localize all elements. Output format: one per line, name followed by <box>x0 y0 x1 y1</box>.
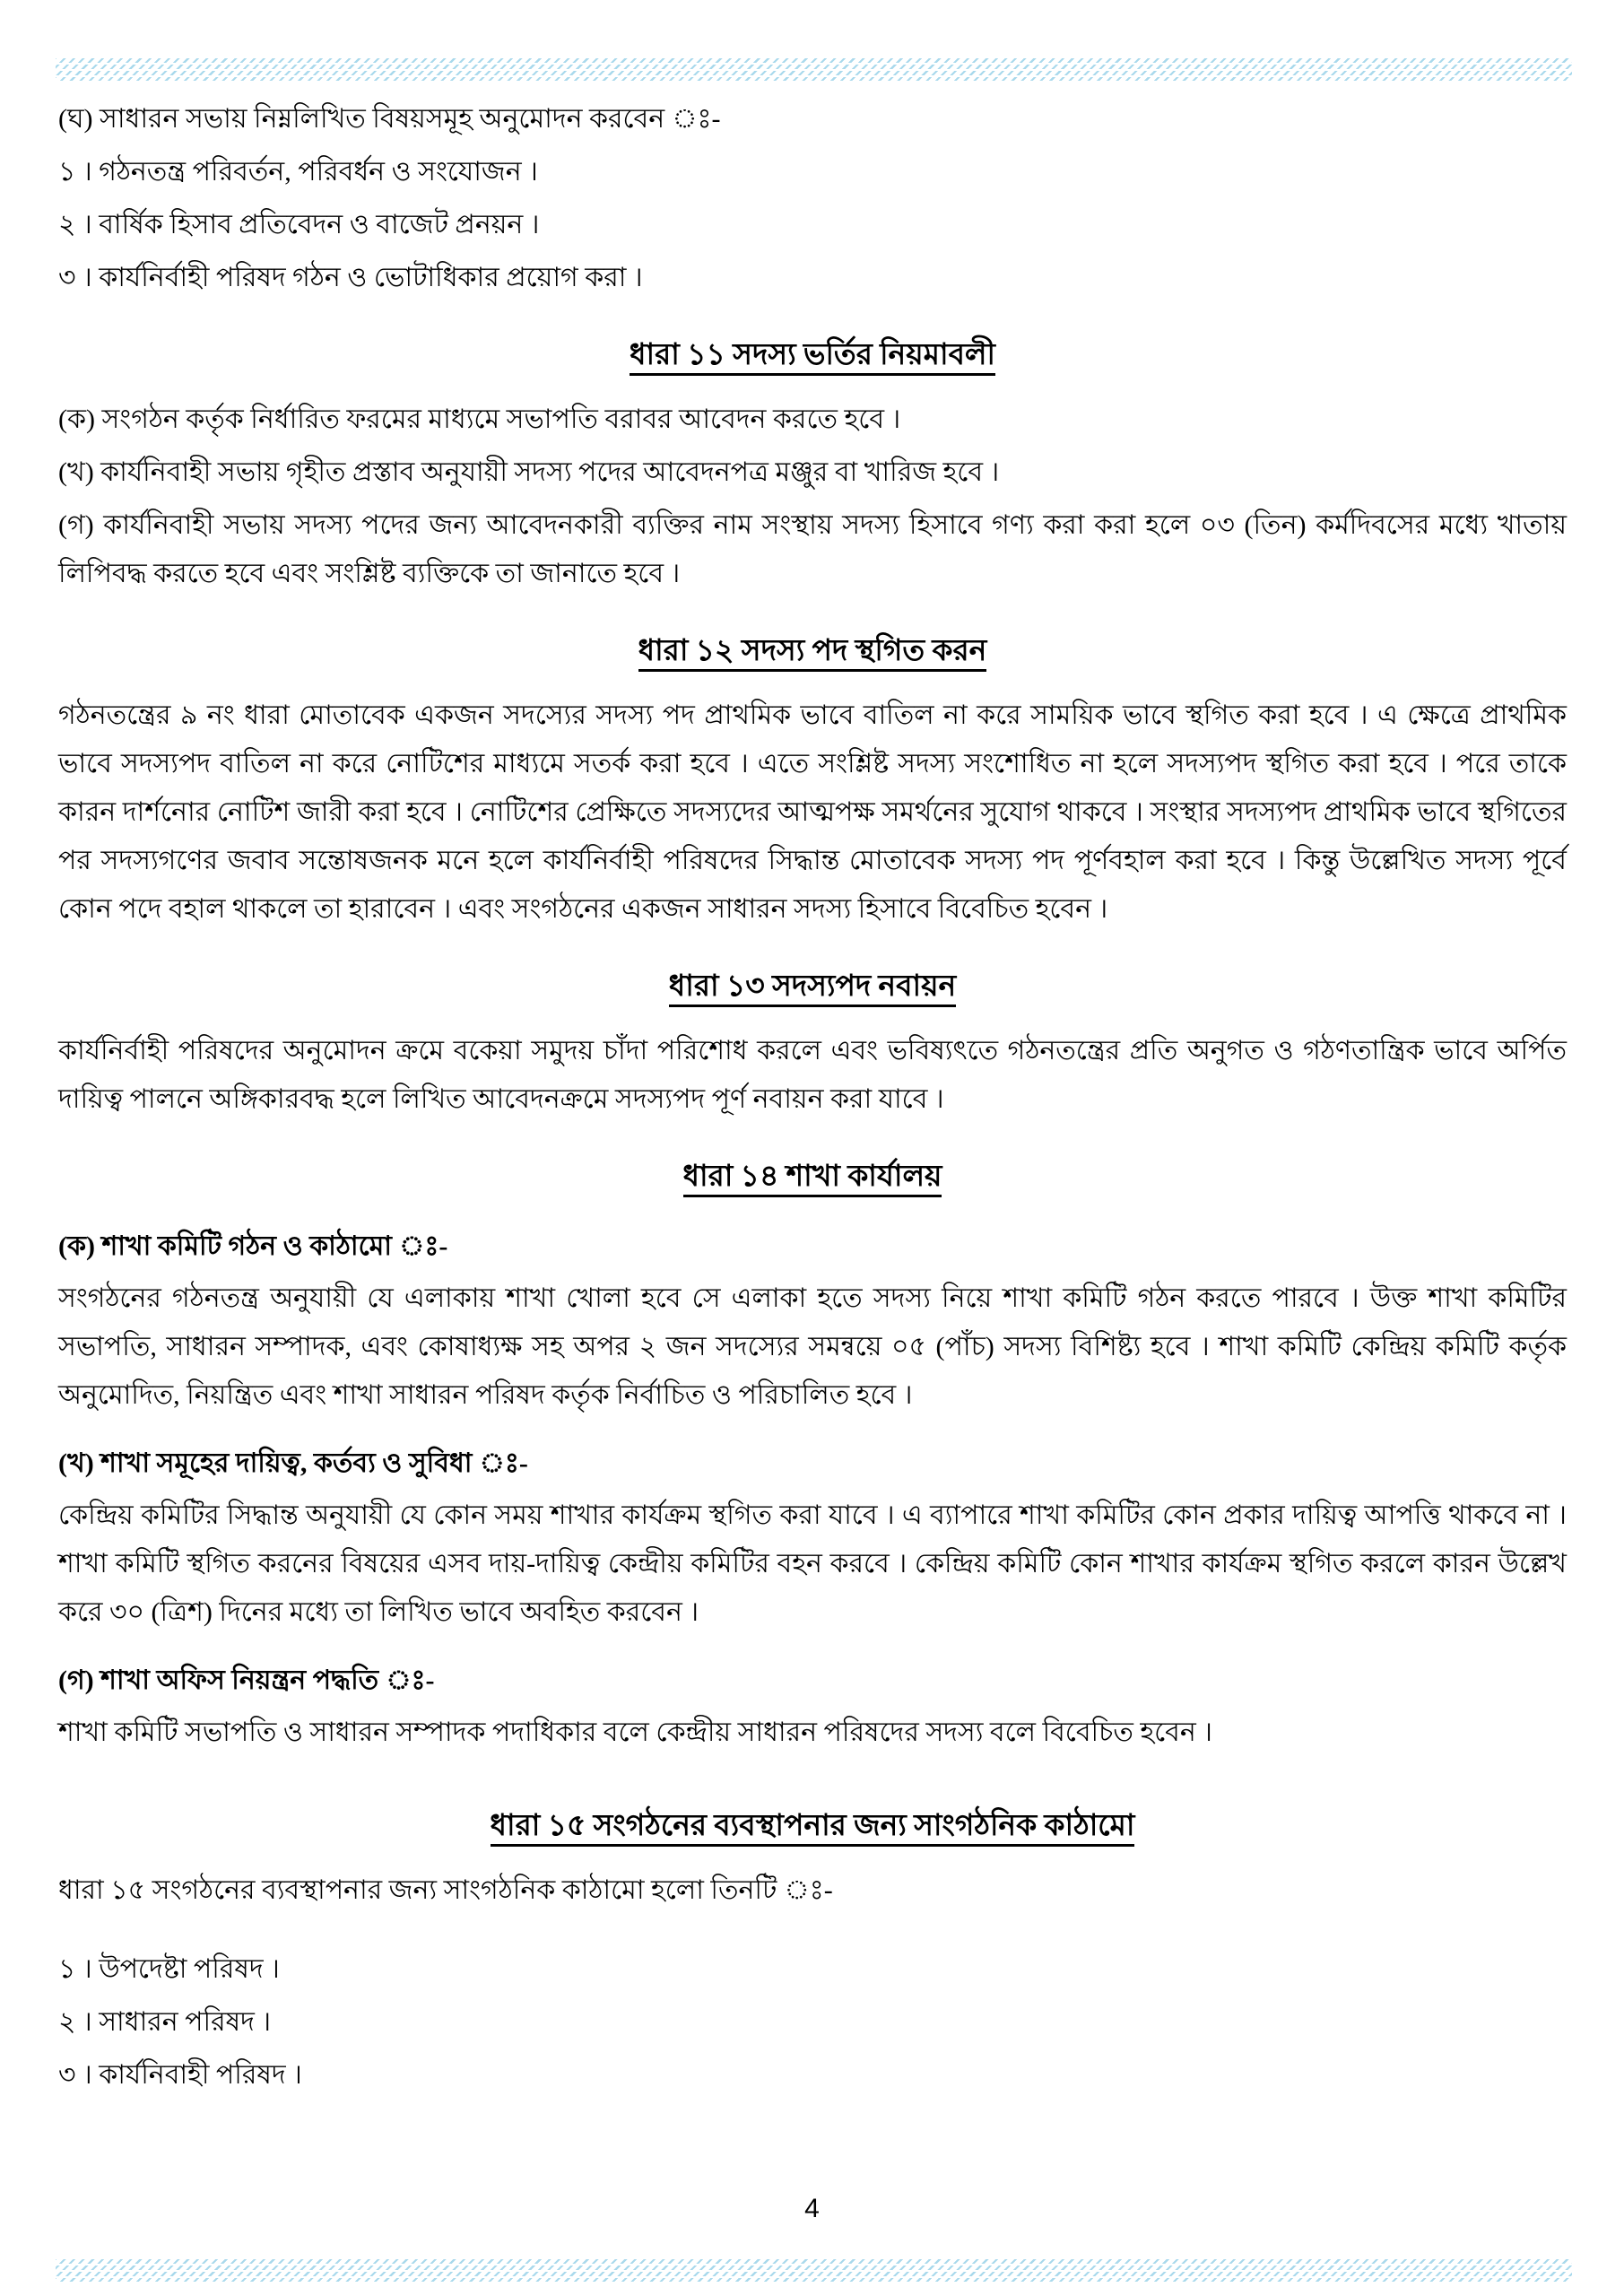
page-number: 4 <box>804 2194 820 2223</box>
paragraph-org-structure-intro: ধারা ১৫ সংগঠনের ব্যবস্থাপনার জন্য সাংগঠনিক কাঠামো হলো তিনটি ঃ- <box>58 1875 833 1905</box>
heading-dhara-12 <box>58 625 1567 677</box>
subheading-branch-office-control: (গ) শাখা অফিস নিয়ন্ত্রন পদ্ধতি ঃ- <box>58 1665 435 1695</box>
numbered-item: ২ । সাধারন পরিষদ । <box>58 2007 272 2037</box>
heading-underline-text: ধারা ১৩ সদস্যপদ নবায়ন <box>669 970 956 1007</box>
decorative-border-top <box>56 57 1572 81</box>
subheading-branch-duties: (খ) শাখা সমূহের দায়িত্ব, কর্তব্য ও সুবিধা ঃ- <box>58 1448 528 1478</box>
subheading-branch-structure: (ক) শাখা কমিটি গঠন ও কাঠামো ঃ- <box>58 1231 448 1261</box>
heading-dhara-11 <box>58 329 1567 381</box>
numbered-item: ৩ । কার্যনিবাহী পরিষদ । <box>58 2060 302 2090</box>
heading-dhara-13 <box>58 961 1567 1013</box>
paragraph-clause-kha: (খ) কার্যনিবাহী সভায় গৃহীত প্রস্তাব অনুযায়ী সদস্য পদের আবেদনপত্র মঞ্জুর বা খারিজ হবে । <box>58 457 1000 487</box>
numbered-item: ১ । উপদেষ্টা পরিষদ । <box>58 1954 280 1984</box>
paragraph-branch-structure: সংগঠনের গঠনতন্ত্র অনুযায়ী যে এলাকায় শাখা খোলা হবে সে এলাকা হতে সদস্য নিয়ে শাখা কমিটি গঠন করতে পারবে । উক্ত শাখা কমিটির সভাপতি, সাধারন সম্পাদক, এবং কোষাধ্যক্ষ সহ অপর ২ জন সদস্যের সমন্বয়ে ০৫ (পাঁচ) সদস্য বিশিষ্ট্য হবে । শাখা কমিটি কেন্দ্রিয় কমিটি কর্তৃক অনুমোদিত, নিয়ন্ত্রিত এবং শাখা সাধারন পরিষদ কর্তৃক নির্বাচিত ও পরিচালিত হবে । <box>58 1283 1567 1410</box>
numbered-item: ১ । গঠনতন্ত্র পরিবর্তন, পরিবর্ধন ও সংযোজন । <box>58 157 538 187</box>
paragraph-clause-ga: (গ) কার্যনিবাহী সভায় সদস্য পদের জন্য আবেদনকারী ব্যক্তির নাম সংস্থায় সদস্য হিসাবে গণ্য করা করা হলে ০৩ (তিন) কর্মদিবসের মধ্যে খাতায় লিপিবদ্ধ করতে হবে এবং সংশ্লিষ্ট ব্যক্তিকে তা জানাতে হবে । <box>58 510 1567 588</box>
heading-dhara-15 <box>58 1800 1567 1852</box>
heading-underline-text: ধারা ১৫ সংগঠনের ব্যবস্থাপনার জন্য সাংগঠনিক কাঠামো <box>491 1810 1135 1847</box>
decorative-border-bottom <box>56 2257 1572 2282</box>
numbered-item: ৩ । কার্যনির্বাহী পরিষদ গঠন ও ভোটাধিকার প্রয়োগ করা । <box>58 263 643 292</box>
paragraph-suspension: গঠনতন্ত্রের ৯ নং ধারা মোতাবেক একজন সদস্যের সদস্য পদ প্রাথমিক ভাবে বাতিল না করে সাময়িক ভাবে স্থগিত করা হবে । এ ক্ষেত্রে প্রাথমিক ভাবে সদস্যপদ বাতিল না করে নোটিশের মাধ্যমে সতর্ক করা হবে । এতে সংশ্লিষ্ট সদস্য সংশোধিত না হলে সদস্যপদ স্থগিত করা হবে । পরে তাকে কারন দার্শনোর নোটিশ জারী করা হবে । নোটিশের প্রেক্ষিতে সদস্যদের আত্মপক্ষ সমর্থনের সুযোগ থাকবে । সংস্থার সদস্যপদ প্রাথমিক ভাবে স্থগিতের পর সদস্যগণের জবাব সন্তোষজনক মনে হলে কার্যনির্বাহী পরিষদের সিদ্ধান্ত মোতাবেক সদস্য পদ পূর্ণবহাল করা হবে । কিন্তু উল্লেখিত সদস্য পূর্বে কোন পদে বহাল থাকলে তা হারাবেন । এবং সংগঠনের একজন সাধারন সদস্য হিসাবে বিবেচিত হবেন । <box>58 700 1567 924</box>
paragraph-branch-office-control: শাখা কমিটি সভাপতি ও সাধারন সম্পাদক পদাধিকার বলে কেন্দ্রীয় সাধারন পরিষদের সদস্য বলে বিবেচিত হবেন । <box>58 1718 1212 1747</box>
paragraph-branch-duties: কেন্দ্রিয় কমিটির সিদ্ধান্ত অনুযায়ী যে কোন সময় শাখার কার্যক্রম স্থগিত করা যাবে । এ ব্যাপারে শাখা কমিটির কোন প্রকার দায়িত্ব আপত্তি থাকবে না । শাখা কমিটি স্থগিত করনের বিষয়ের এসব দায়-দায়িত্ব কেন্দ্রীয় কমিটির বহন করবে । কেন্দ্রিয় কমিটি কোন শাখার কার্যক্রম স্থগিত করলে কারন উল্লেখ করে ৩০ (ত্রিশ) দিনের মধ্যে তা লিখিত ভাবে অবহিত করবেন । <box>58 1500 1567 1627</box>
heading-dhara-14 <box>58 1151 1567 1203</box>
paragraph-renewal: কার্যনির্বাহী পরিষদের অনুমোদন ক্রমে বকেয়া সমুদয় চাঁদা পরিশোধ করলে এবং ভবিষ্যৎতে গঠনতন্ত্রের প্রতি অনুগত ও গঠণতান্ত্রিক ভাবে অর্পিত দায়িত্ব পালনে অঙ্গিকারবদ্ধ হলে লিখিত আবেদনক্রমে সদস্যপদ পূর্ণ নবায়ন করা যাবে । <box>58 1036 1567 1114</box>
heading-underline-text: ধারা ১১ সদস্য ভর্তির নিয়মাবলী <box>630 339 995 376</box>
paragraph-clause-ka: (ক) সংগঠন কর্তৃক নির্ধারিত ফরমের মাধ্যমে সভাপতি বরাবর আবেদন করতে হবে । <box>58 404 901 434</box>
heading-underline-text: ধারা ১২ সদস্য পদ স্থগিত করন <box>638 635 987 672</box>
paragraph-general-meeting-intro: (ঘ) সাধারন সভায় নিম্নলিখিত বিষয়সমূহ অনুমোদন করবেন ঃ- <box>58 104 721 134</box>
heading-underline-text: ধারা ১৪ শাখা কার্যালয় <box>683 1161 942 1197</box>
document-body <box>58 95 1567 2104</box>
numbered-item: ২ । বার্ষিক হিসাব প্রতিবেদন ও বাজেট প্রনয়ন । <box>58 210 540 239</box>
